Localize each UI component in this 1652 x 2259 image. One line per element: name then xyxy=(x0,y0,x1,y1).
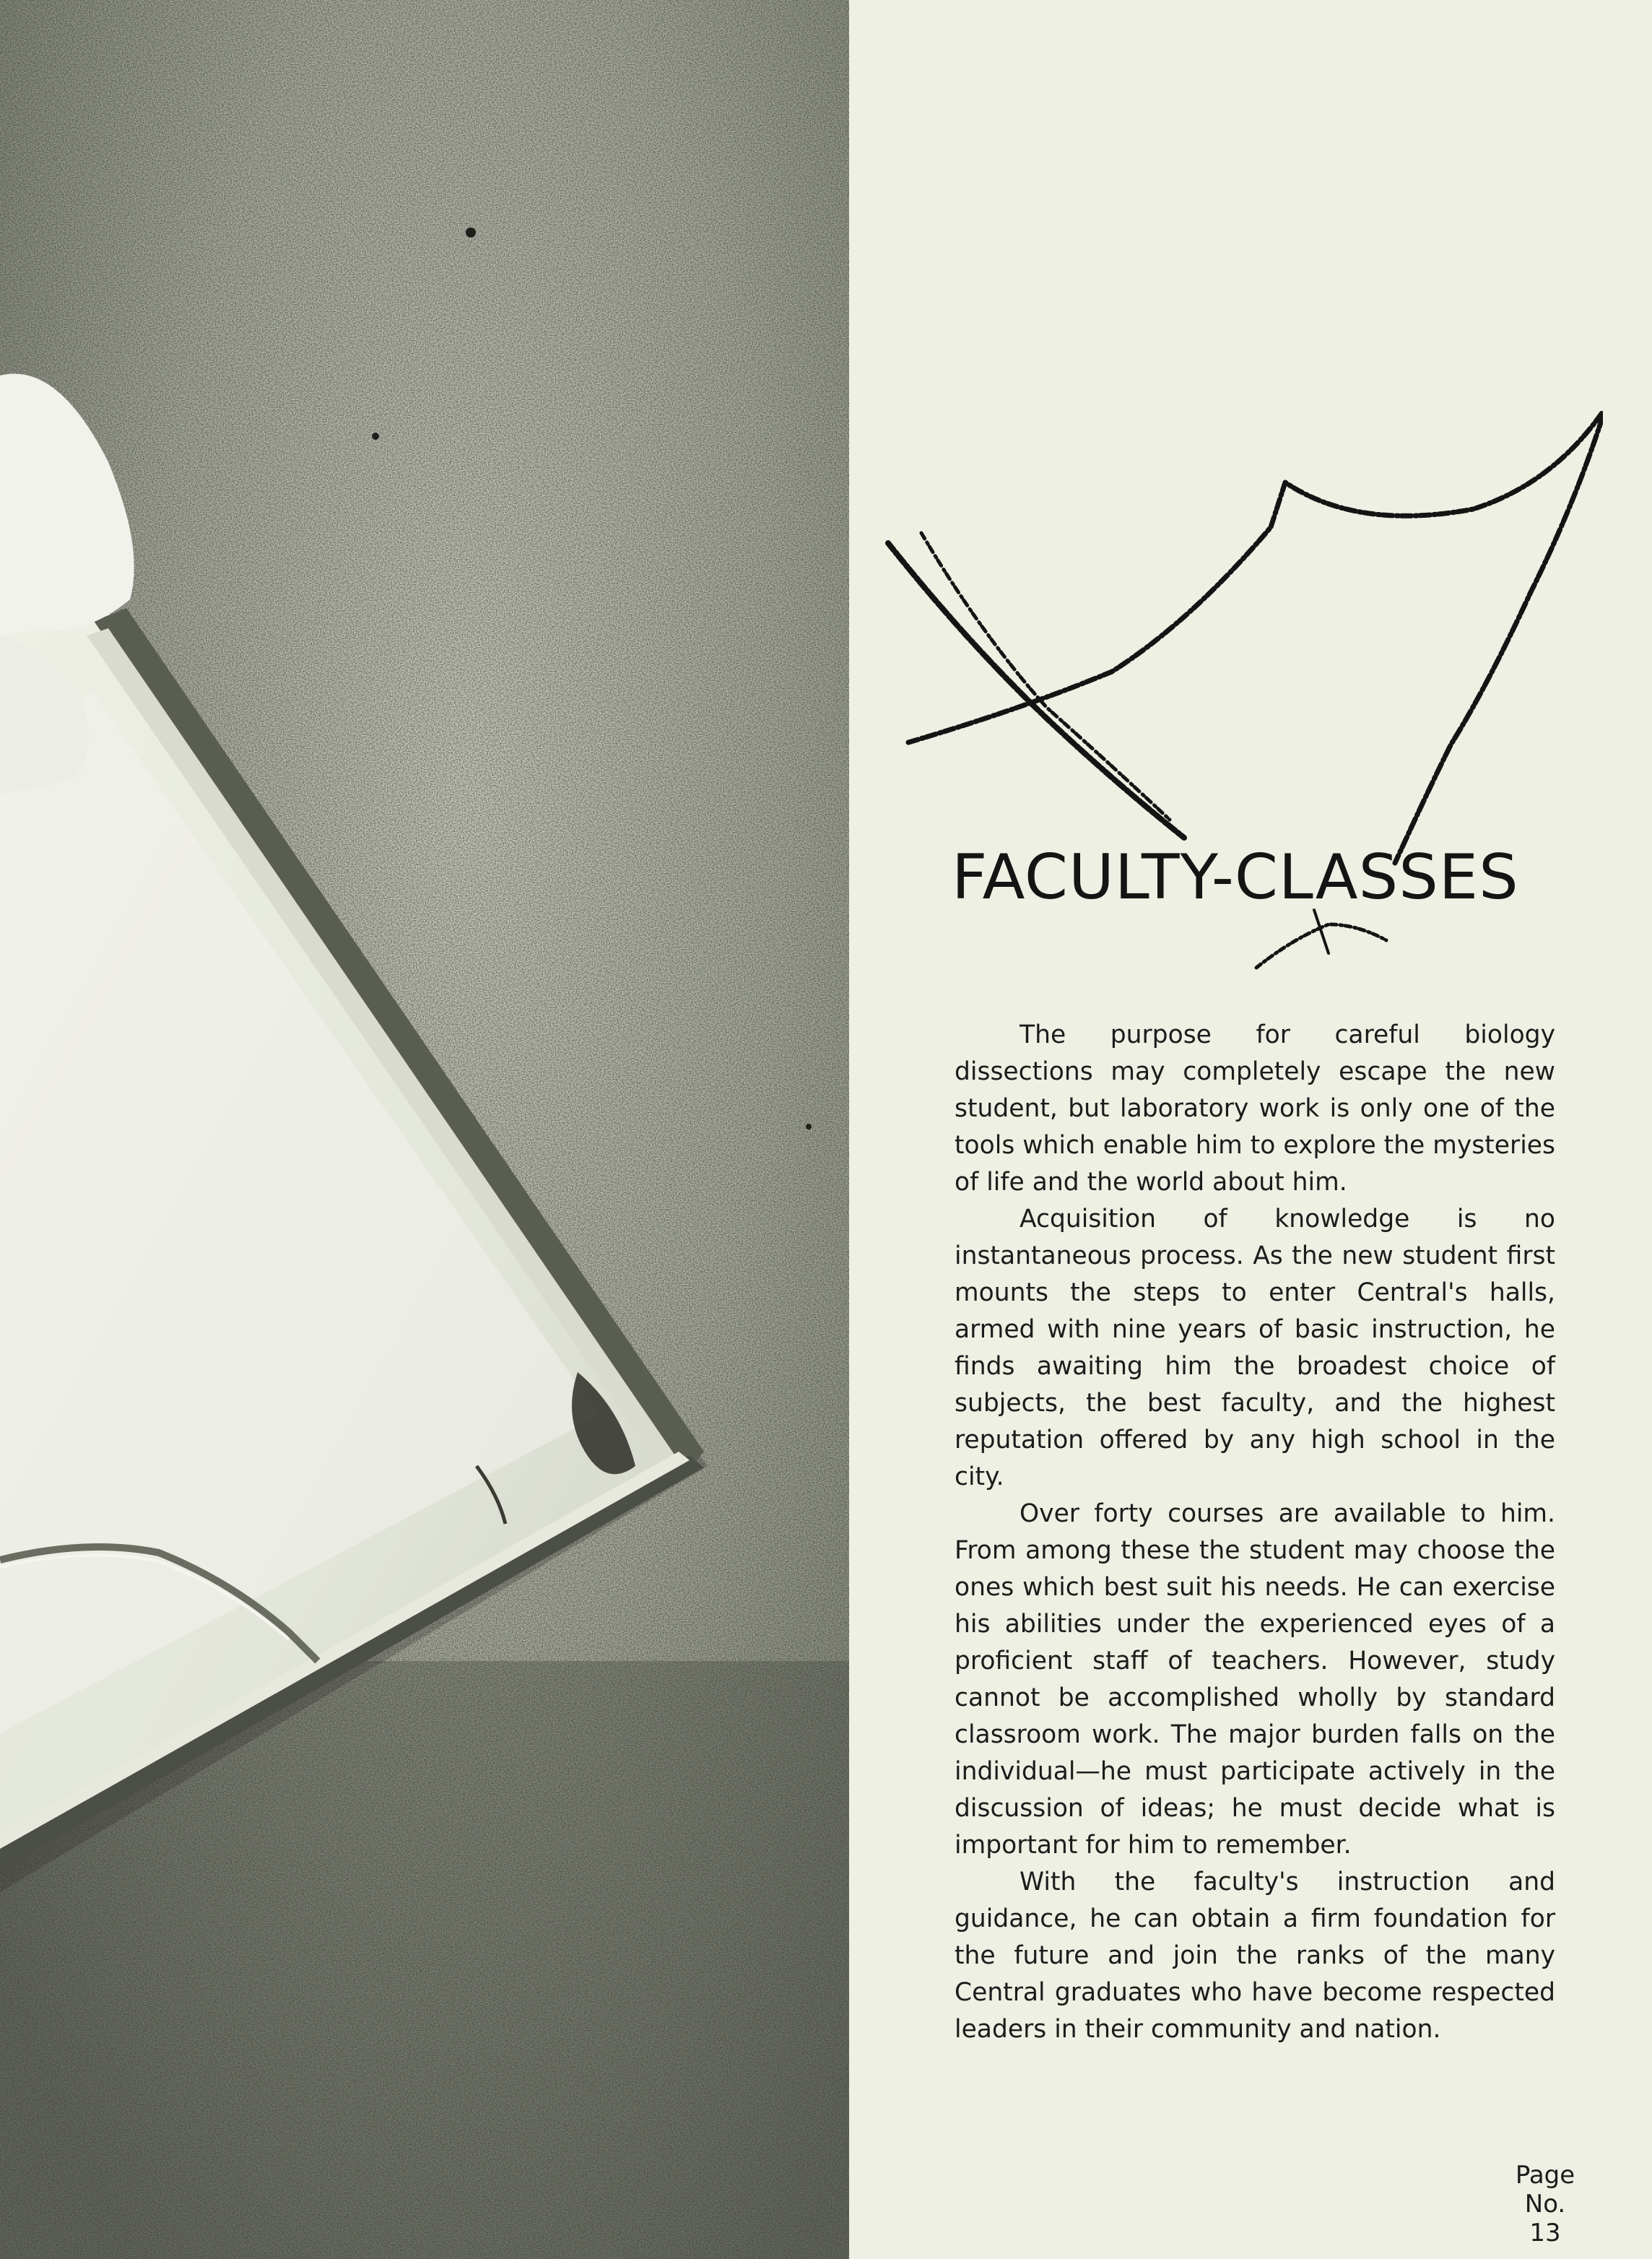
page-number-abbrev: No. xyxy=(1524,2190,1566,2219)
page-number-label: Page xyxy=(1515,2161,1575,2190)
page-title: FACULTY-CLASSES xyxy=(952,841,1519,914)
paragraph-3: Over forty courses are available to him. From among these the student may choose the ones which best suit his needs. He can exercise his abilities under the experienced eyes of a proficient staff of teachers. However, study cannot be accomplished wholly by standard classroom work. The major burden falls on the individual—he must participate actively in the discussion of ideas; he must decide what is important for him to remember. xyxy=(955,1499,1555,1860)
paragraph-2: Acquisition of knowledge is no instantaneous process. As the new student first mounts the steps to enter Central's halls, armed with nine years of basic instruction, he finds awaiting him the broadest choice of subjects, the best faculty, and the highest reputation offered by any high school in the city. xyxy=(955,1205,1555,1491)
paragraph-1: The purpose for careful biology dissections may completely escape the new student, but laboratory work is only one of the tools which enable him to explore the mysteries of life and the world about him. xyxy=(955,1020,1555,1197)
page-number xyxy=(1495,2161,1596,2247)
page-number-value: 13 xyxy=(1529,2219,1561,2247)
article-body xyxy=(955,1017,1555,2048)
paragraph-4: With the faculty's instruction and guidance, he can obtain a firm foundation for the future and join the ranks of the many Central graduates who have become respected leaders in their community and nation. xyxy=(955,1868,1555,2044)
